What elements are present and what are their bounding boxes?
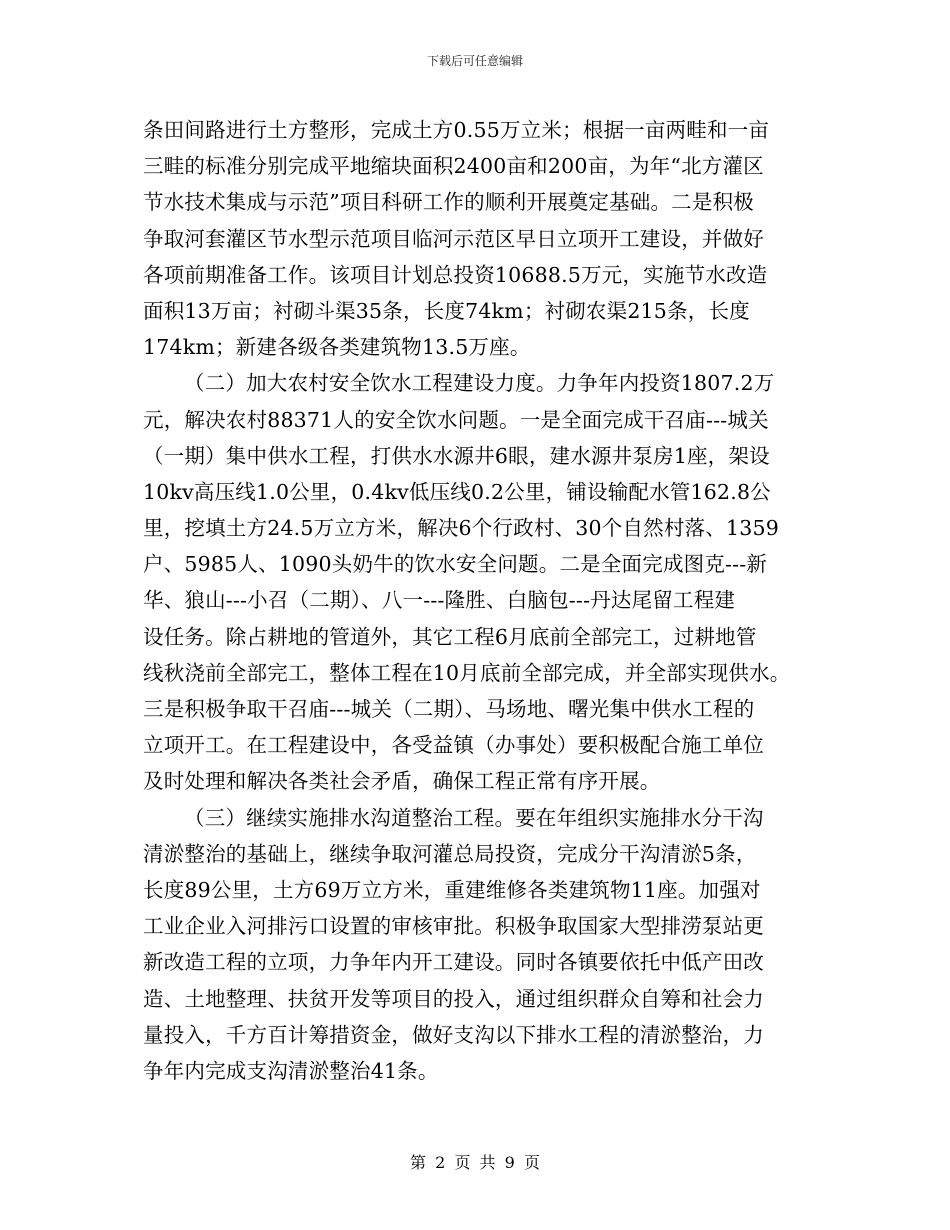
text-line: 立项开工。在工程建设中，各受益镇（办事处）要积极配合施工单位	[143, 733, 764, 758]
text-line: 节水技术集成与示范”项目科研工作的顺利开展奠定基础。二是积极	[143, 190, 754, 215]
text-line: 争取河套灌区节水型示范项目临河示范区早日立项开工建设，并做好	[143, 226, 764, 251]
header-note: 下载后可任意编辑	[426, 54, 523, 68]
text-line: 各项前期准备工作。该项目计划总投资10688.5万元，实施节水改造	[143, 262, 768, 287]
text-line: 三畦的标准分别完成平地缩块面积2400亩和200亩，为年“北方灌区	[143, 154, 764, 179]
text-line: 新改造工程的立项，力争年内开工建设。同时各镇要依托中低产田改	[143, 950, 764, 975]
page-footer	[0, 1153, 950, 1173]
text-line: 量投入，千方百计筹措资金，做好支沟以下排水工程的清淤整治，力	[143, 1022, 764, 1047]
document-body	[143, 112, 809, 1089]
text-line: 长度89公里，土方69万立方米，重建维修各类建筑物11座。加强对	[143, 877, 761, 902]
text-line: 条田间路进行土方整形，完成土方0.55万立米；根据一亩两畦和一亩	[143, 118, 770, 142]
text-line: 清淤整治的基础上，继续争取河灌总局投资，完成分干沟清淤5条，	[143, 841, 757, 866]
total-pages: 9	[504, 1153, 515, 1172]
text-line: 元，解决农村88371人的安全饮水问题。一是全面完成干召庙---城关	[143, 407, 769, 432]
footer-total-unit: 页	[523, 1153, 540, 1172]
text-line: 三是积极争取干召庙---城关（二期）、马场地、曙光集中供水工程的	[143, 697, 755, 721]
paragraph-start-line: （二）加大农村安全饮水工程建设力度。力争年内投资1807.2万	[184, 371, 775, 396]
text-line: 华、狼山---小召（二期）、八一---隆胜、白脑包---丹达尾留工程建	[143, 588, 736, 613]
page-number: 2	[435, 1153, 446, 1172]
text-line: 10kv高压线1.0公里，0.4kv低压线0.2公里，铺设输配水管162.8公	[143, 479, 771, 504]
text-line: 造、土地整理、扶贫开发等项目的投入，通过组织群众自筹和社会力	[143, 986, 764, 1011]
text-line: 争年内完成支沟清淤整治41条。	[143, 1058, 439, 1083]
footer-prefix: 第	[410, 1153, 427, 1172]
text-line: 面积13万亩；衬砌斗渠35条，长度74km；衬砌农渠215条，长度	[143, 298, 750, 323]
text-line: 工业企业入河排污口设置的审核审批。积极争取国家大型排涝泵站更	[143, 914, 764, 939]
footer-page-unit: 页	[454, 1153, 471, 1172]
text-line: 设任务。除占耕地的管道外，其它工程6月底前全部完工，过耕地管	[143, 624, 757, 649]
text-line: 户、5985人、1090头奶牛的饮水安全问题。二是全面完成图克---新	[143, 552, 768, 577]
text-line: 及时处理和解决各类社会矛盾，确保工程正常有序开展。	[143, 769, 661, 794]
text-line: （一期）集中供水工程，打供水水源井6眼，建水源井泵房1座，架设	[143, 443, 770, 468]
text-line: 里，挖填土方24.5万立方米，解决6个行政村、30个自然村落、1359	[143, 516, 779, 541]
text-line: 174km；新建各级各类建筑物13.5万座。	[143, 335, 531, 360]
paragraph-start-line: （三）继续实施排水沟道整治工程。要在年组织实施排水分干沟	[184, 805, 764, 830]
text-line: 线秋浇前全部完工，整体工程在10月底前全部完成，并全部实现供水。	[143, 660, 791, 685]
footer-total-prefix: 共	[479, 1153, 496, 1172]
